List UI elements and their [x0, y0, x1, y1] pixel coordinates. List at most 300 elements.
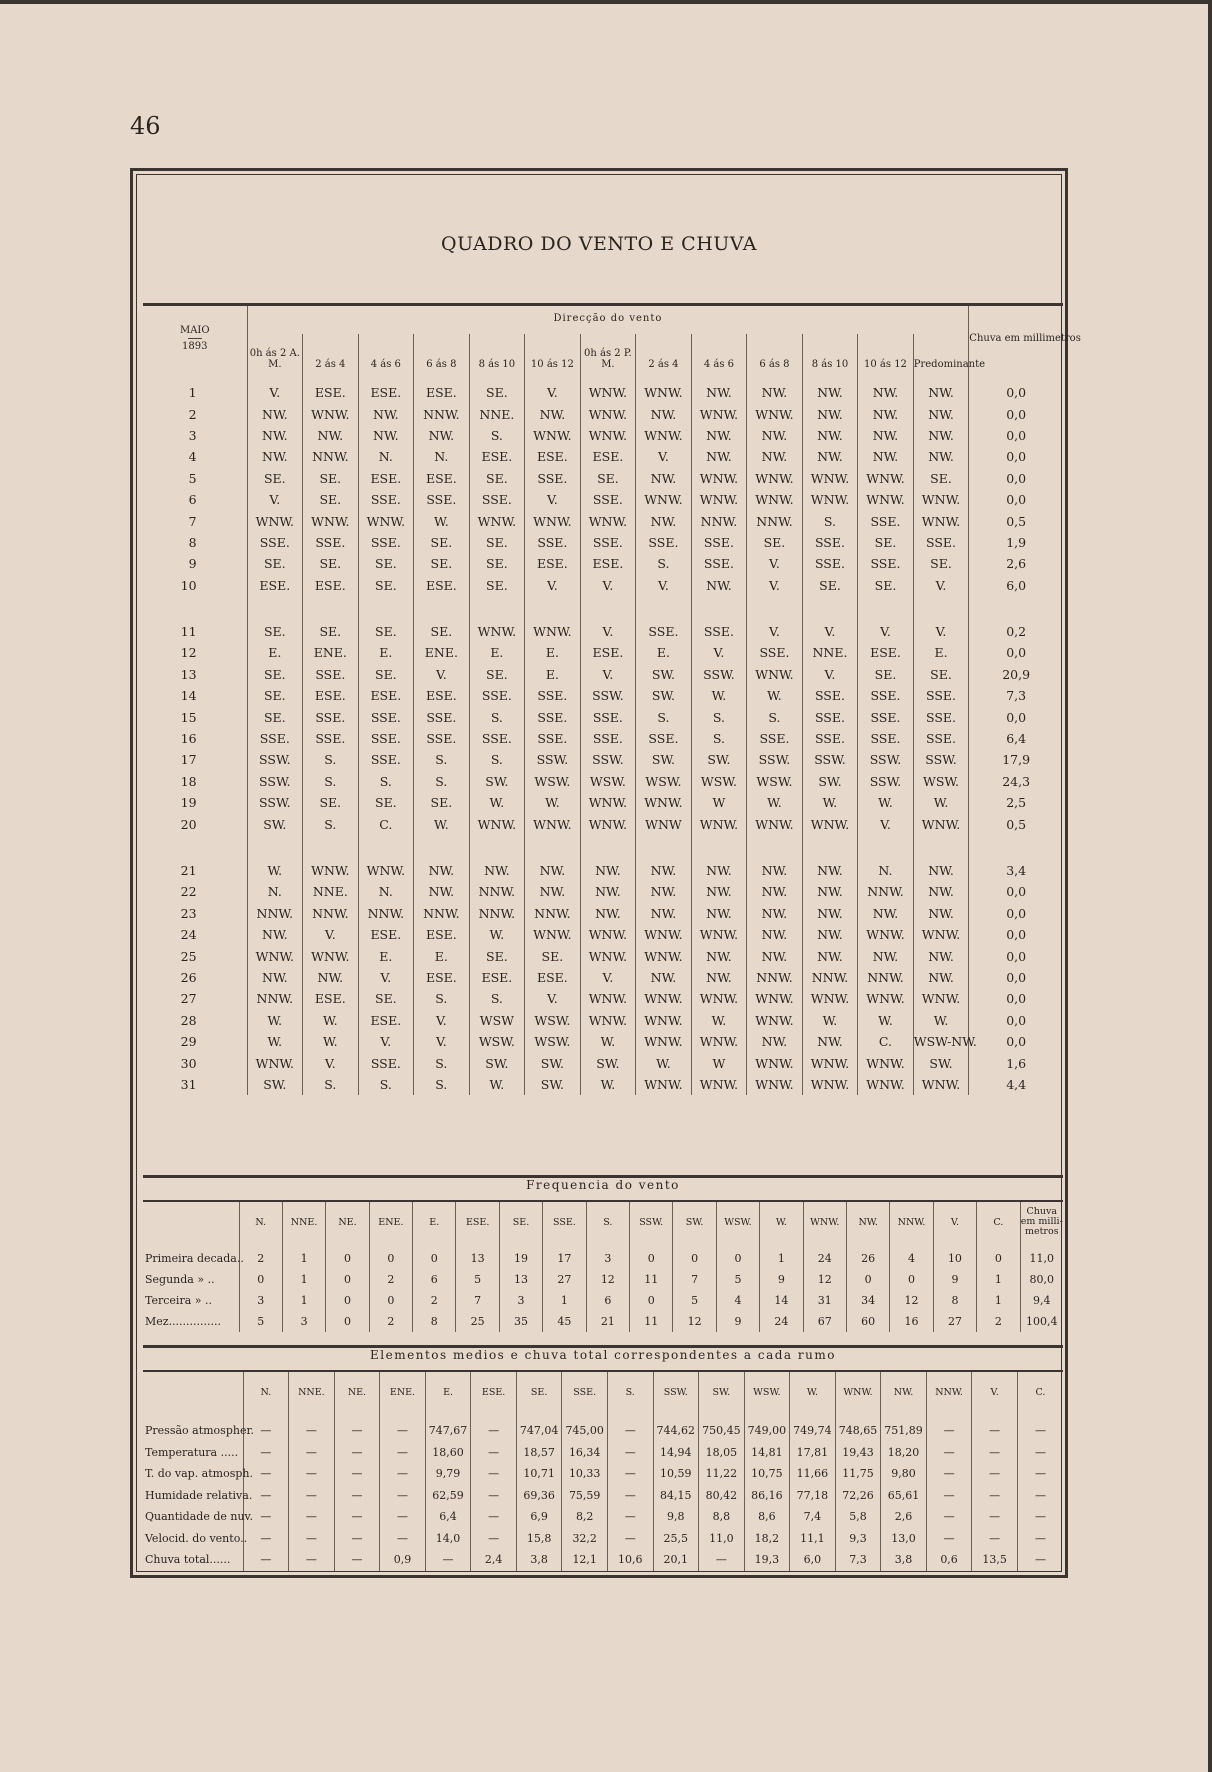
direction-cell: V. [414, 1031, 470, 1052]
direction-cell: ESE. [414, 967, 470, 988]
frequency-cell: 2 [413, 1290, 456, 1311]
elements-cell: 9,3 [835, 1528, 881, 1550]
predominant-cell: SW. [913, 1052, 969, 1073]
table-frame [130, 168, 1081, 1578]
direction-cell: SW. [247, 813, 303, 834]
direction-cell: W. [580, 1031, 636, 1052]
direction-cell: SSE. [469, 489, 525, 510]
direction-cell: WNW. [747, 813, 803, 834]
predominant-cell: SSE. [913, 685, 969, 706]
frequency-cell: 0 [413, 1242, 456, 1269]
direction-cell: ENE. [414, 642, 470, 663]
frequency-cell: 24 [760, 1311, 803, 1332]
direction-cell: SW. [636, 685, 692, 706]
direction-cell: V. [303, 924, 359, 945]
direction-cell: SSE. [469, 685, 525, 706]
frequency-cell: 0 [326, 1311, 369, 1332]
day-cell: 16 [180, 731, 197, 747]
direction-cell: NW. [802, 403, 858, 424]
direction-cell: WSW. [580, 771, 636, 792]
direction-cell: ESE. [303, 685, 359, 706]
direction-cell: SE. [247, 664, 303, 685]
direction-cell: ESE. [247, 575, 303, 596]
elements-cell: 69,36 [516, 1485, 562, 1507]
table-row [143, 945, 1063, 966]
direction-cell: WNW. [636, 374, 692, 403]
elements-cell: 10,59 [653, 1463, 699, 1485]
frequency-cell: 9 [933, 1269, 976, 1290]
rain-cell: 0,0 [969, 489, 1063, 510]
direction-cell: SE. [358, 575, 414, 596]
direction-cell: S. [691, 728, 747, 749]
direction-cell: WNW. [580, 945, 636, 966]
frequency-column-header: SSE. [543, 1201, 586, 1242]
frequency-column-header: E. [413, 1201, 456, 1242]
direction-cell: SE. [303, 553, 359, 574]
direction-cell: ESE. [358, 924, 414, 945]
direction-cell: WNW. [525, 924, 581, 945]
day-cell: 20 [180, 816, 197, 832]
table-row [143, 468, 1063, 489]
wind-column-header: Predominante [913, 334, 969, 374]
day-cell: 15 [180, 709, 197, 725]
direction-cell: WNW. [358, 510, 414, 531]
frequency-cell: 0 [369, 1290, 412, 1311]
direction-cell: NNW. [525, 903, 581, 924]
elements-cell: 10,6 [607, 1549, 653, 1571]
wind-column-header: 0h ás 2 A. M. [247, 334, 303, 374]
direction-cell: WNW. [580, 792, 636, 813]
direction-cell: NNW. [802, 967, 858, 988]
predominant-cell: SE. [913, 664, 969, 685]
direction-cell: SE. [469, 532, 525, 553]
wind-column-header: 6 ás 8 [747, 334, 803, 374]
direction-cell: SSE. [525, 532, 581, 553]
rain-cell: 0,0 [969, 374, 1063, 403]
elements-cell: 6,9 [516, 1506, 562, 1528]
rain-cell: 1,6 [969, 1052, 1063, 1073]
page-number: 46 [130, 112, 161, 140]
direction-cell: ESE. [414, 374, 470, 403]
direction-cell: SE. [358, 553, 414, 574]
frequency-cell: 3 [282, 1311, 325, 1332]
direction-cell: S. [802, 510, 858, 531]
direction-cell: WNW. [525, 813, 581, 834]
direction-cell: S. [469, 425, 525, 446]
elements-column-header: SE. [516, 1371, 562, 1412]
month-header [143, 306, 247, 374]
predominant-cell: V. [913, 575, 969, 596]
direction-cell: WNW. [636, 1074, 692, 1095]
decade-gap [143, 596, 1063, 621]
table-row [143, 489, 1063, 510]
frequency-cell: 16 [890, 1311, 933, 1332]
day-cell: 14 [180, 688, 197, 704]
direction-cell: SSE. [580, 532, 636, 553]
direction-cell: SSE. [525, 728, 581, 749]
direction-cell: SE. [414, 532, 470, 553]
direction-cell: W. [469, 792, 525, 813]
rain-cell: 0,5 [969, 510, 1063, 531]
elements-cell: 11,1 [790, 1528, 836, 1550]
frequency-cell: 4 [890, 1242, 933, 1269]
direction-cell: WNW. [358, 860, 414, 881]
direction-cell: NNE. [802, 642, 858, 663]
elements-column-header: N. [243, 1371, 289, 1412]
direction-cell: SE. [247, 621, 303, 642]
direction-cell: E. [469, 642, 525, 663]
direction-cell: NNW. [691, 510, 747, 531]
direction-cell: NW. [691, 881, 747, 902]
predominant-cell: SSW. [913, 749, 969, 770]
direction-cell: ESE. [525, 553, 581, 574]
direction-cell: WNW. [580, 510, 636, 531]
table-row [143, 374, 1063, 403]
elements-cell: — [289, 1412, 335, 1442]
wind-column-header: 4 ás 6 [691, 334, 747, 374]
page-title: QUADRO DO VENTO E CHUVA [441, 233, 757, 255]
frequency-cell: 0 [716, 1242, 759, 1269]
direction-cell: WNW. [636, 792, 692, 813]
direction-cell: NW. [247, 967, 303, 988]
table-row [143, 881, 1063, 902]
predominant-cell: NW. [913, 903, 969, 924]
direction-cell: SW. [636, 664, 692, 685]
day-cell: 31 [180, 1076, 197, 1092]
day-cell: 29 [180, 1034, 197, 1050]
elements-column-header: ESE. [471, 1371, 517, 1412]
elements-cell: 14,94 [653, 1442, 699, 1464]
direction-cell: NNW. [747, 967, 803, 988]
predominant-cell: WNW. [913, 813, 969, 834]
direction-cell: NNE. [469, 403, 525, 424]
direction-cell: WSW. [747, 771, 803, 792]
direction-cell: WNW. [802, 1074, 858, 1095]
direction-cell: N. [247, 881, 303, 902]
direction-cell: WNW. [580, 988, 636, 1009]
direction-cell: SSE. [802, 685, 858, 706]
table-row [143, 1074, 1063, 1095]
predominant-cell: SSE. [913, 728, 969, 749]
direction-cell: NW. [691, 446, 747, 467]
predominant-cell: SSE. [913, 706, 969, 727]
direction-cell: NW. [636, 468, 692, 489]
direction-cell: E. [525, 642, 581, 663]
day-cell: 26 [180, 969, 197, 985]
direction-cell: ESE. [525, 446, 581, 467]
direction-cell: SSE. [691, 621, 747, 642]
direction-cell: SE. [414, 792, 470, 813]
frequency-cell: 0 [977, 1242, 1020, 1269]
direction-cell: E. [358, 945, 414, 966]
elements-cell: — [425, 1549, 471, 1571]
direction-cell: SSE. [525, 468, 581, 489]
table-row [143, 1010, 1063, 1031]
elements-cell: — [1017, 1463, 1063, 1485]
direction-cell: NW. [747, 425, 803, 446]
direction-cell: V. [247, 489, 303, 510]
direction-cell: NW. [636, 967, 692, 988]
frequency-column-header: ESE. [456, 1201, 499, 1242]
rain-cell: 24,3 [969, 771, 1063, 792]
direction-cell: E. [636, 642, 692, 663]
elements-cell: — [972, 1463, 1018, 1485]
predominant-cell: WNW. [913, 1074, 969, 1095]
elements-cell: — [289, 1442, 335, 1464]
elements-section [143, 1345, 1063, 1571]
elements-cell: 62,59 [425, 1485, 471, 1507]
wind-direction-section [143, 303, 1081, 1095]
direction-cell: SE. [303, 792, 359, 813]
elements-cell: 75,59 [562, 1485, 608, 1507]
rain-cell: 0,0 [969, 924, 1063, 945]
direction-cell: NW. [636, 860, 692, 881]
direction-cell: SSE. [747, 642, 803, 663]
direction-cell: SW. [636, 749, 692, 770]
frequency-column-header: SW. [673, 1201, 716, 1242]
frequency-cell: 80,0 [1020, 1269, 1063, 1290]
table-row [143, 967, 1063, 988]
elements-cell: 9,80 [881, 1463, 927, 1485]
rain-cell: 0,0 [969, 706, 1063, 727]
direction-cell: SSE. [469, 728, 525, 749]
direction-cell: NW. [858, 446, 914, 467]
direction-cell: W. [747, 792, 803, 813]
direction-cell: SSE. [802, 553, 858, 574]
frequency-cell: 2 [369, 1311, 412, 1332]
rain-cell: 17,9 [969, 749, 1063, 770]
day-cell: 13 [180, 666, 197, 682]
elements-cell: — [243, 1412, 289, 1442]
elements-column-header: WSW. [744, 1371, 790, 1412]
direction-cell: WNW. [858, 924, 914, 945]
day-cell: 2 [188, 406, 197, 422]
elements-cell: — [926, 1528, 972, 1550]
direction-cell: SSW. [691, 664, 747, 685]
direction-cell: NNW. [414, 903, 470, 924]
direction-cell: WNW. [247, 1052, 303, 1073]
direction-cell: WNW. [747, 403, 803, 424]
elements-cell: 2,4 [471, 1549, 517, 1571]
direction-cell: WNW. [525, 621, 581, 642]
elements-label-header [143, 1371, 243, 1412]
direction-cell: NW. [414, 881, 470, 902]
rain-cell: 3,4 [969, 860, 1063, 881]
direction-cell: S. [414, 1052, 470, 1073]
elements-cell: — [243, 1506, 289, 1528]
elements-column-header: W. [790, 1371, 836, 1412]
direction-cell: WNW. [247, 945, 303, 966]
elements-cell: 25,5 [653, 1528, 699, 1550]
predominant-cell: NW. [913, 945, 969, 966]
elements-cell: — [289, 1485, 335, 1507]
day-cell: 21 [180, 863, 197, 878]
direction-cell: V. [802, 664, 858, 685]
wind-column-header: 6 ás 8 [414, 334, 470, 374]
rain-cell: 0,0 [969, 945, 1063, 966]
direction-cell: NW. [802, 945, 858, 966]
elements-cell: — [1017, 1412, 1063, 1442]
predominant-cell: NW. [913, 425, 969, 446]
direction-cell: S. [414, 771, 470, 792]
direction-cell: WNW. [636, 489, 692, 510]
direction-cell: SE. [247, 685, 303, 706]
frequency-cell: 0 [239, 1269, 282, 1290]
rain-cell: 6,0 [969, 575, 1063, 596]
direction-cell: V. [358, 1031, 414, 1052]
elements-cell: 0,9 [380, 1549, 426, 1571]
direction-cell: NW. [858, 403, 914, 424]
direction-cell: WNW. [247, 510, 303, 531]
direction-cell: W. [414, 510, 470, 531]
predominant-cell: E. [913, 642, 969, 663]
direction-cell: NW. [247, 425, 303, 446]
year-label: 1893 [182, 340, 208, 352]
elements-cell: — [1017, 1528, 1063, 1550]
table-row [143, 664, 1063, 685]
direction-cell: NW. [802, 881, 858, 902]
direction-cell: V. [802, 621, 858, 642]
direction-cell: NW. [525, 860, 581, 881]
rain-cell: 4,4 [969, 1074, 1063, 1095]
elements-cell: — [607, 1528, 653, 1550]
elements-cell: 18,60 [425, 1442, 471, 1464]
elements-cell: — [380, 1442, 426, 1464]
day-cell: 23 [180, 905, 197, 921]
direction-cell: SSE. [691, 532, 747, 553]
direction-cell: ESE. [303, 988, 359, 1009]
elements-cell: — [972, 1442, 1018, 1464]
direction-cell: SSE. [414, 706, 470, 727]
direction-cell: SW. [469, 1052, 525, 1073]
elements-cell: 18,05 [699, 1442, 745, 1464]
direction-cell: ESE. [303, 374, 359, 403]
direction-cell: NNW. [358, 903, 414, 924]
elements-column-header: SSE. [562, 1371, 608, 1412]
frequency-cell: 0 [369, 1242, 412, 1269]
elements-cell: 20,1 [653, 1549, 699, 1571]
direction-cell: NW. [747, 881, 803, 902]
direction-cell: SE. [358, 792, 414, 813]
direction-cell: NNW. [747, 510, 803, 531]
elements-cell: — [289, 1463, 335, 1485]
elements-cell: — [334, 1485, 380, 1507]
elements-cell: 745,00 [562, 1412, 608, 1442]
elements-cell: — [607, 1442, 653, 1464]
direction-cell: NW. [691, 575, 747, 596]
elements-cell: — [972, 1485, 1018, 1507]
frequency-cell: 8 [933, 1290, 976, 1311]
frequency-cell: 0 [846, 1269, 889, 1290]
wind-direction-table [143, 306, 1081, 1095]
elements-cell: — [972, 1506, 1018, 1528]
elements-cell: 18,57 [516, 1442, 562, 1464]
frequency-cell: 14 [760, 1290, 803, 1311]
row-label: Mez............... [145, 1315, 222, 1328]
elements-cell: 747,04 [516, 1412, 562, 1442]
direction-cell: WNW. [802, 988, 858, 1009]
frequency-cell: 24 [803, 1242, 846, 1269]
direction-cell: N. [858, 860, 914, 881]
elements-column-header: C. [1017, 1371, 1063, 1412]
elements-cell: — [380, 1485, 426, 1507]
frequency-cell: 7 [673, 1269, 716, 1290]
elements-column-header: NNE. [289, 1371, 335, 1412]
direction-cell: WNW. [580, 374, 636, 403]
day-cell: 3 [188, 427, 197, 443]
frequency-cell: 1 [282, 1290, 325, 1311]
direction-cell: NNW. [469, 881, 525, 902]
wind-column-header: 0h ás 2 P. M. [580, 334, 636, 374]
direction-cell: SE. [580, 468, 636, 489]
direction-cell: NW. [580, 903, 636, 924]
table-row [143, 425, 1063, 446]
elements-cell: — [926, 1506, 972, 1528]
elements-cell: 17,81 [790, 1442, 836, 1464]
frequency-cell: 0 [630, 1290, 673, 1311]
direction-cell: NW. [858, 903, 914, 924]
elements-cell: — [1017, 1549, 1063, 1571]
elements-cell: — [926, 1485, 972, 1507]
direction-cell: WNW. [469, 510, 525, 531]
direction-cell: WNW. [747, 1074, 803, 1095]
rain-cell: 7,3 [969, 685, 1063, 706]
direction-cell: SSE. [858, 685, 914, 706]
direction-cell: ESE. [358, 468, 414, 489]
rain-cell: 0,0 [969, 1010, 1063, 1031]
frequency-column-header: NE. [326, 1201, 369, 1242]
direction-cell: SSW. [247, 792, 303, 813]
direction-cell: S. [358, 771, 414, 792]
direction-cell: NW. [802, 425, 858, 446]
direction-cell: WSW. [525, 1031, 581, 1052]
elements-column-header: V. [972, 1371, 1018, 1412]
day-cell: 11 [180, 624, 197, 640]
frequency-cell: 12 [890, 1290, 933, 1311]
month-label: MAIO [179, 324, 210, 336]
direction-cell: WNW. [858, 468, 914, 489]
direction-cell: SW. [580, 1052, 636, 1073]
top-border [0, 0, 1212, 4]
frequency-cell: 19 [499, 1242, 542, 1269]
elements-cell: — [607, 1412, 653, 1442]
direction-cell: NW. [691, 860, 747, 881]
direction-cell: WNW. [580, 1010, 636, 1031]
direction-cell: W. [469, 924, 525, 945]
frequency-cell: 21 [586, 1311, 629, 1332]
predominant-cell: NW. [913, 967, 969, 988]
frequency-cell: 0 [630, 1242, 673, 1269]
frequency-cell: 11,0 [1020, 1242, 1063, 1269]
direction-cell: SE. [469, 553, 525, 574]
direction-cell: WNW. [303, 945, 359, 966]
direction-cell: SSE. [358, 728, 414, 749]
direction-cell: SSE. [358, 749, 414, 770]
elements-cell: 11,75 [835, 1463, 881, 1485]
direction-cell: W. [303, 1031, 359, 1052]
day-cell: 24 [180, 927, 197, 943]
table-row [143, 728, 1063, 749]
direction-cell: SSE. [802, 532, 858, 553]
direction-cell: W. [802, 792, 858, 813]
elements-cell: 72,26 [835, 1485, 881, 1507]
direction-cell: SSE. [303, 728, 359, 749]
direction-cell: S. [414, 988, 470, 1009]
direction-cell: N. [358, 881, 414, 902]
direction-cell: W. [747, 685, 803, 706]
row-label: Pressão atmospher. [145, 1424, 254, 1438]
direction-cell: SSE. [414, 728, 470, 749]
